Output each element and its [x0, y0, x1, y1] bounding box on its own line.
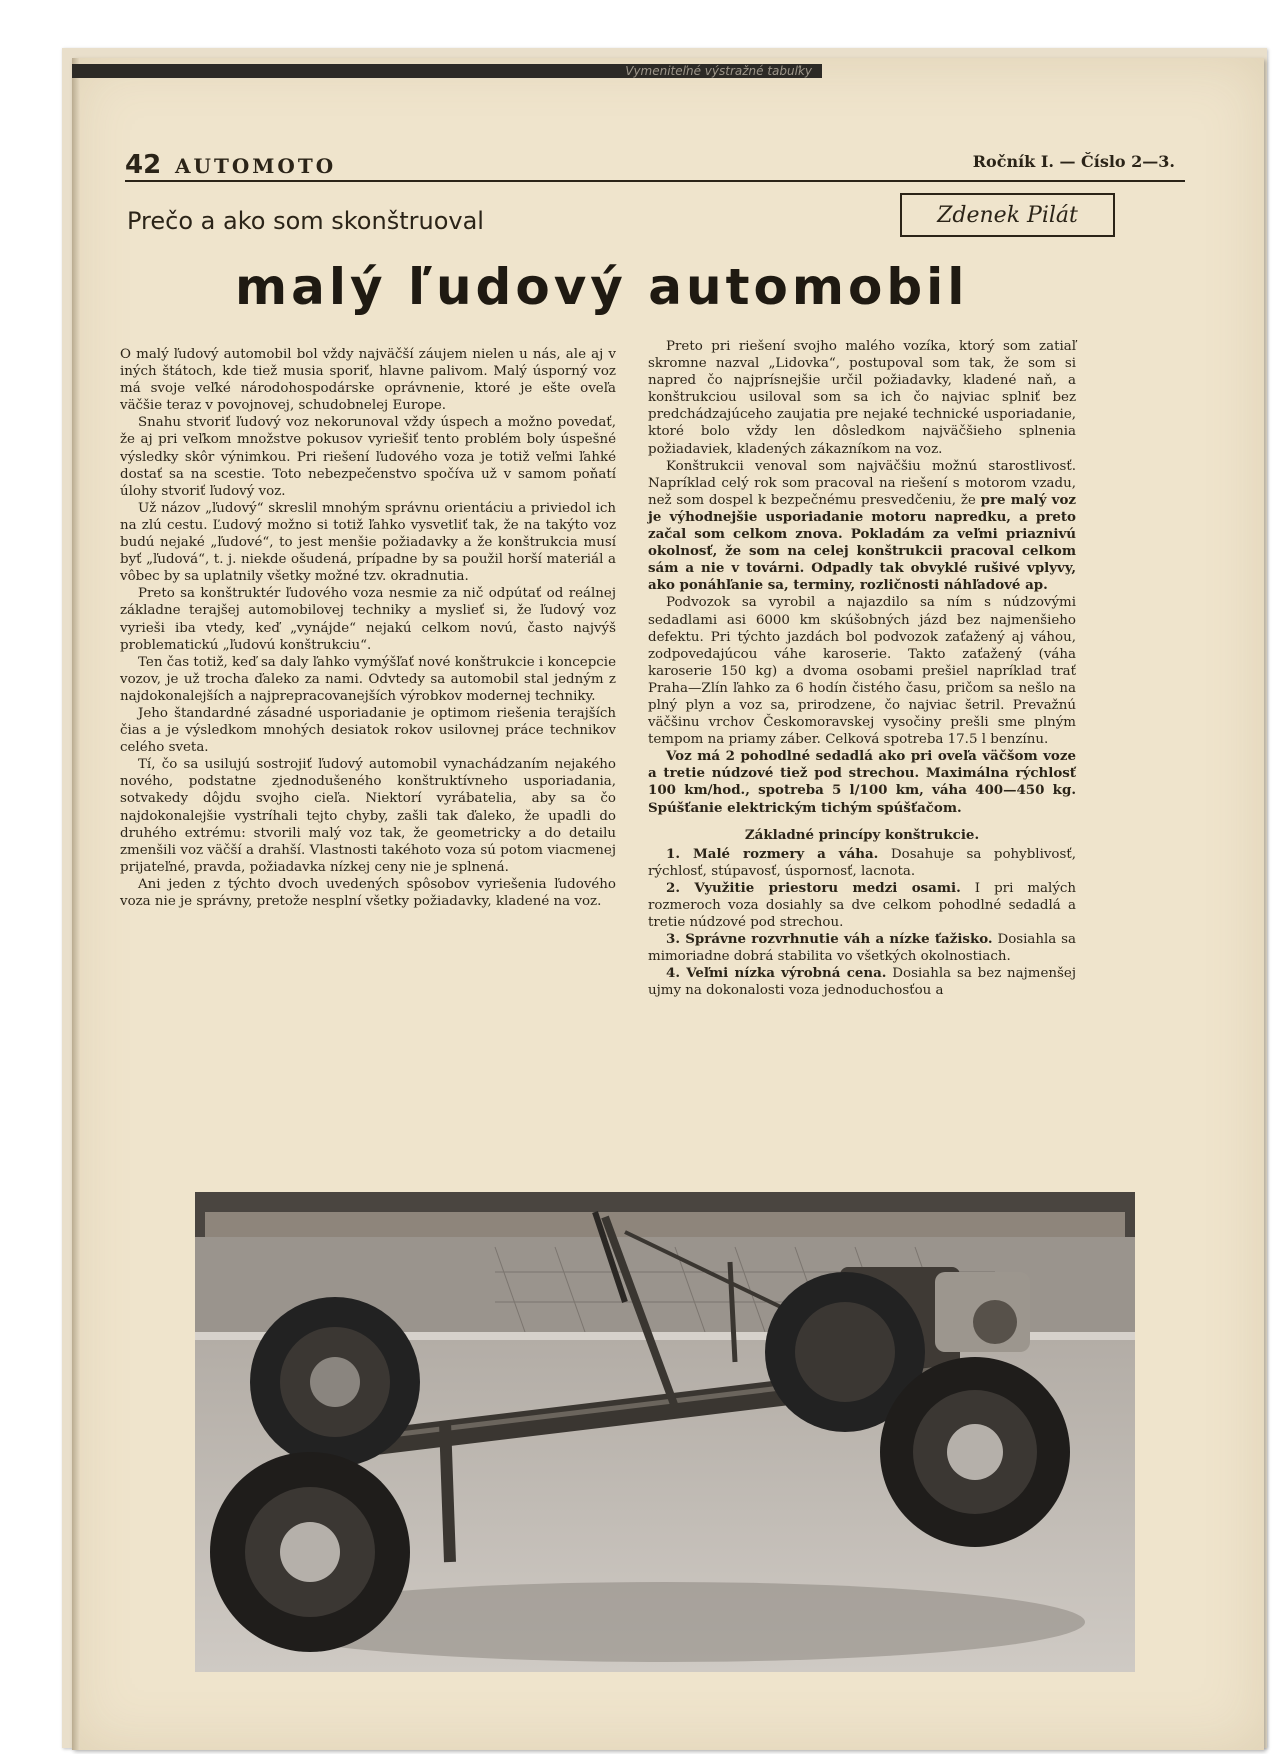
principle-text: Dosiahla sa bez najmenšej ujmy na dokonalosti voza jednoduchosťou a	[648, 966, 1076, 999]
principle-item	[648, 931, 1076, 965]
page-number: 42	[125, 150, 162, 180]
front-right-wheel	[880, 1357, 1070, 1547]
magazine-title: AUTOMOTO	[175, 154, 337, 178]
chassis-illustration	[195, 1192, 1135, 1672]
page-header	[125, 148, 1185, 182]
paragraph: Ten čas totiž, keď sa daly ľahko vymýšľať nové konštrukcie i koncepcie vozov, je už trocha ďaleko za nami. Odvtedy sa automobil stal jedným z najdokonalejších a najprepracovanejších výrobkov modernej techniky.	[120, 654, 616, 704]
principle-text: Dosahuje sa pohyblivosť, rýchlosť, stúpavosť, úspornosť, lacnota.	[648, 846, 1077, 879]
principle-item	[648, 846, 1076, 880]
left-column	[120, 346, 616, 910]
principle-text: I pri malých rozmeroch voza dosiahly sa dve celkom pohodlné sedadlá a tretie núdzové pod strechou.	[648, 880, 1077, 931]
author-box	[900, 193, 1115, 237]
paragraph: Ani jeden z týchto dvoch uvedených spôsobov vyriešenia ľudového voza nie je správny, pretože nesplní všetky požiadavky, kladené na voz.	[120, 876, 616, 909]
brick-ledge	[205, 1212, 1125, 1237]
rear-right-wheel	[210, 1452, 410, 1652]
paragraph: Podvozok sa vyrobil a najazdilo sa ním s núdzovými sedadlami asi 6000 km skúšobných jázd bez najmenšieho defektu. Pri týchto jazdách bol podvozok zaťažený aj váhou, zodpovedajúcou váhe karoserie. Takto zaťažený (váha karoserie 150 kg) a dvoma osobami prešiel napríklad trať Praha—Zlín ľahko za 6 hodín čistého času, pričom sa nešlo na plný plyn a voz sa, prirodzene, čo najviac šetril. Prevažnú väčšinu vrchov Českomoravskej vysočiny prešli sme plným tempom na priamy záber. Celková spotreba 17.5 l benzínu.	[648, 595, 1076, 748]
author-name: Zdenek Pilát	[937, 202, 1078, 228]
spine-strip	[72, 58, 80, 1750]
top-band: Vymeniteľné výstražné tabuľky	[72, 64, 822, 78]
axle-post	[445, 1422, 450, 1562]
principle-lead: 3. Správne rozvrhnutie váh a nízke ťažisko.	[666, 931, 993, 948]
principle-lead: 4. Veľmi nízka výrobná cena.	[666, 965, 887, 982]
principle-lead: 2. Využitie priestoru medzi osami.	[666, 879, 961, 896]
article-headline: malý ľudový automobil	[235, 258, 969, 316]
principle-lead: 1. Malé rozmery a váha.	[666, 845, 879, 862]
paragraph: Tí, čo sa usilujú sostrojiť ľudový automobil vynachádzaním nejakého nového, podstatne zjednodušeného konštruktívneho usporiadania, sotvakedy dôjdu svojho cieľa. Niektorí vyrábatelia, aby sa čo najdokonalejšie vystríhali tejto chyby, zašli tak ďaleko, že upadli do druhého extrému: stvorili malý voz tak, že geometricky a do detailu zmenšili voz väčší a drahší. Vlastnosti takéhoto voza sú potom viacmenej prijateľné, pravda, požiadavka nízkej ceny nie je splnená.	[120, 757, 616, 875]
car-chassis-photo	[195, 1192, 1135, 1672]
principle-text: Dosiahla sa mimoriadne dobrá stabilita vo všetkých okolnostiach.	[648, 932, 1077, 965]
paragraph-text: Konštrukcii venoval som najväčšiu možnú starostlivosť. Napríklad celý rok som pracoval na riešení s motorom vzadu, než som dospel k bezpečnému presvedčeniu, že	[648, 458, 1076, 508]
paragraph: O malý ľudový automobil bol vždy najväčší záujem nielen u nás, ale aj v iných štátoch, kde tiež musia sporiť, hlavne palivom. Malý úsporný voz má svoje veľké národohospodárske oprávnenie, ktoré je ešte oveľa väčšie teraz v povojnovej, schudobnelej Europe.	[120, 347, 616, 414]
principles-subhead: Základné princípy konštrukcie.	[744, 826, 980, 843]
article-kicker: Prečo a ako som skonštruoval	[127, 207, 484, 235]
paragraph	[648, 458, 1076, 595]
emphasis-text: pre malý voz je výhodnejšie usporiadanie motoru napredku, a preto začal som celkom znova. Pokladám za veľmi priaznivú okolnosť, že som na celej konštrukcii pracoval celkom sám a nie v továrni. Odpadly tak obvyklé rušivé vplyvy, ako ponáhľanie sa, terminy, rozličnosti náhľadové ap.	[648, 491, 1076, 594]
specs-paragraph: Voz má 2 pohodlné sedadlá ako pri oveľa väčšom voze a tretie núdzové tiež pod strechou. Maximálna rýchlosť 100 km/hod., spotreba 5 l/100 km, váha 400—450 kg. Spúšťanie elektrickým tichým spúšťačom.	[648, 748, 1076, 816]
engine-pulley	[973, 1300, 1017, 1344]
paragraph: Preto pri riešení svojho malého vozíka, ktorý som zatiaľ skromne nazval „Lidovka“, postupoval som tak, že som si napred čo najprísnejšie určil požiadavky, kladené naň, a konštrukciou usiloval som sa ich čo najviac splniť bez predchádzajúceho zaujatia pre nejaké technické usporiadanie, ktoré bolo vždy len dôsledkom najväčšieho splnenia požiadaviek, kladených zákazníkom na voz.	[648, 339, 1076, 457]
paragraph: Preto sa konštruktér ľudového voza nesmie za nič odpútať od reálnej základne terajšej automobilovej techniky a myslieť si, že ľudový voz vyrieši iba vtedy, keď „vynájde“ nejakú celkom novú, často najvýš problematickú „ľudovú konštrukciu“.	[120, 586, 616, 653]
principle-item	[648, 965, 1076, 999]
paragraph: Už názov „ľudový“ skreslil mnohým správnu orientáciu a priviedol ich na zlú cestu. Ľudový možno si totiž ľahko vysvetliť tak, že na takýto voz budú nejaké „ľudové“, to jest menšie požiadavky a že konštrukcia musí byť „ľudová“, t. j. niekde ošudená, prípadne by sa použil horší materiál a vôbec by sa uplatnily všetky možné tzv. okradnutia.	[120, 500, 616, 585]
issue-info: Ročník I. — Číslo 2—3.	[972, 152, 1175, 171]
right-column	[648, 338, 1076, 1000]
paragraph: Snahu stvoriť ľudový voz nekorunoval vždy úspech a možno povedať, že aj pri veľkom množstve pokusov vyriešiť tento problém boly úspešné výsledky skôr výnimkou. Pri riešení ľudového voza je totiž veľmi ľahké dostať sa na scestie. Toto nebezpečenstvo spočíva už v samom poňatí úlohy stvoriť ľudový voz.	[120, 415, 616, 499]
rear-left-wheel	[250, 1297, 420, 1467]
principle-item	[648, 880, 1076, 931]
paragraph: Jeho štandardné zásadné usporiadanie je optimom riešenia terajších čias a je výsledkom mnohých desiatok rokov usilovnej práce technikov celého sveta.	[120, 705, 616, 756]
